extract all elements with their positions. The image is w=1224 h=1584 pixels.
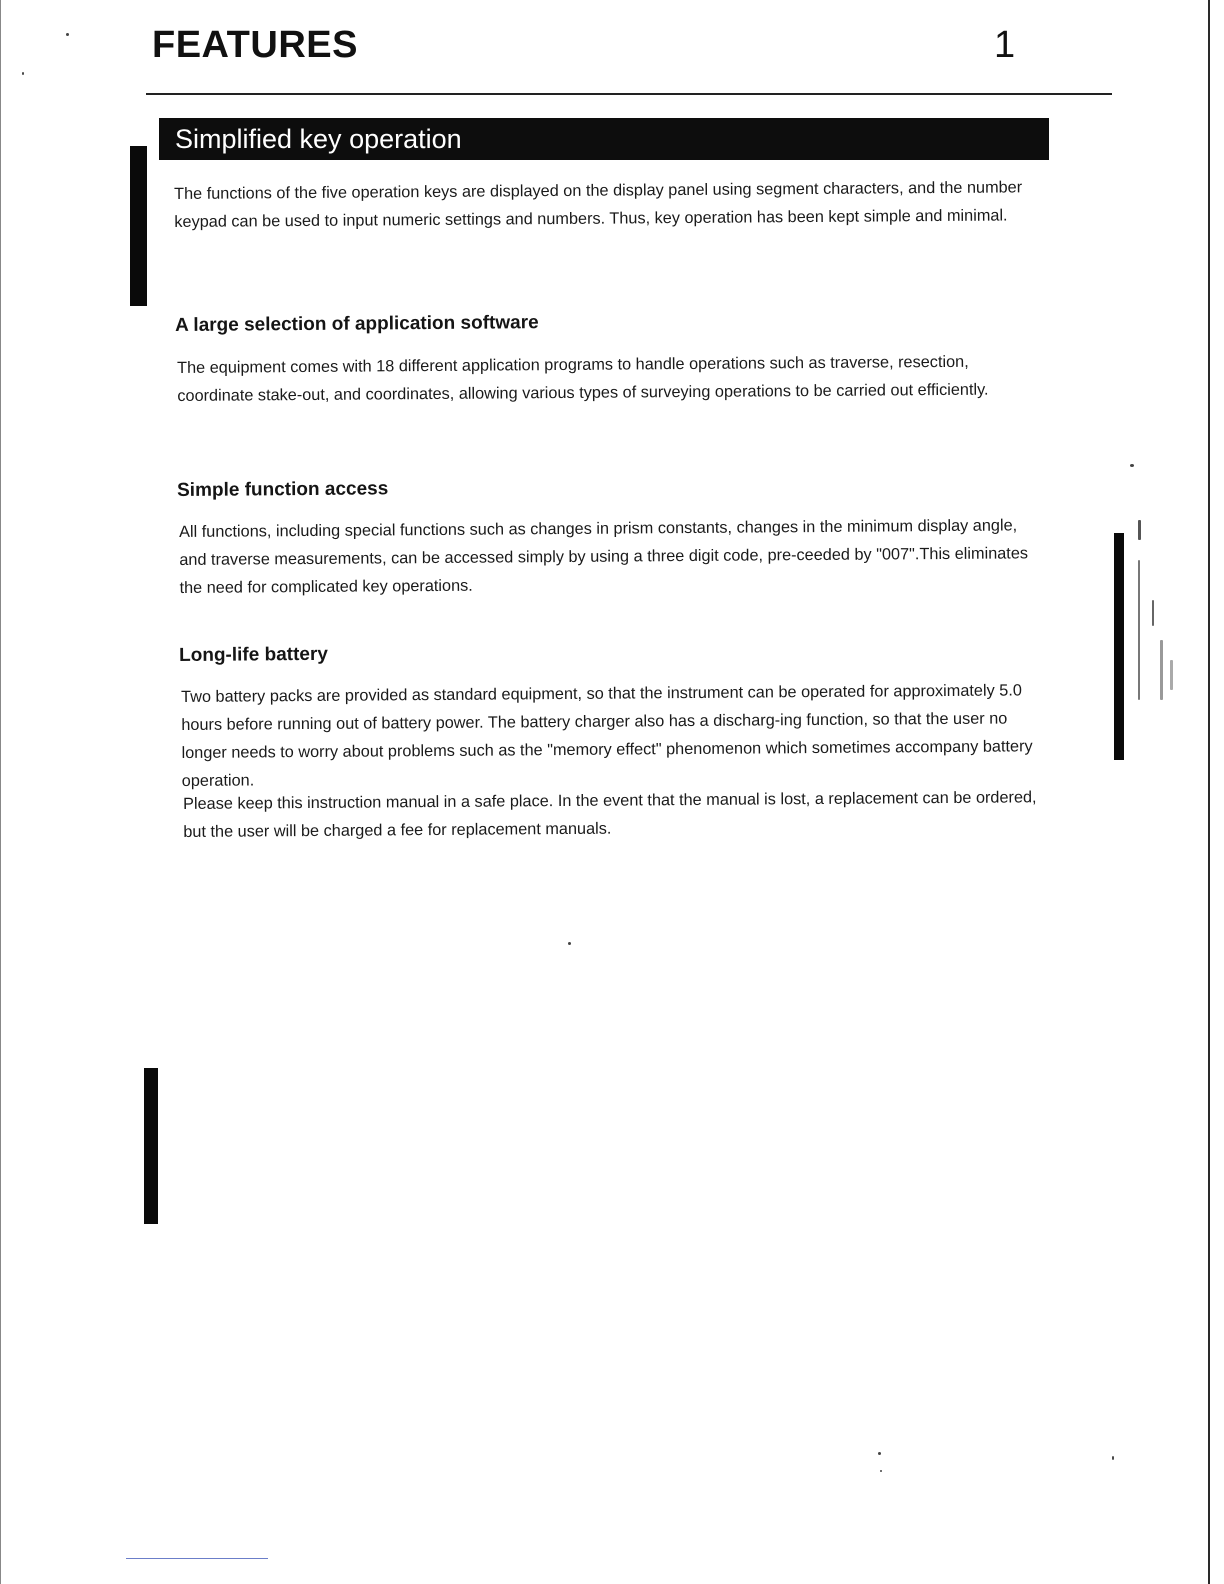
heading-application-software: A large selection of application software bbox=[175, 312, 539, 336]
paragraph-manual-replacement: Please keep this instruction manual in a safe place. In the event that the manual is lost, a replacement can be ordered, but the user will be charged a fee for replacement manuals. bbox=[183, 788, 1037, 841]
scan-speck bbox=[1112, 1456, 1114, 1460]
change-bar-right bbox=[1114, 533, 1124, 760]
scan-speck bbox=[1160, 640, 1163, 700]
paragraph-application-software: The equipment comes with 18 different application programs to handle operations such as traverse, resection, coordinate stake-out, and coordinates, allowing various types of surveying operations to be carried out efficiently. bbox=[177, 352, 989, 405]
scan-bottom-line bbox=[126, 1558, 268, 1559]
paragraph-long-life-battery: Two battery packs are provided as standard equipment, so that the instrument can be operated for approximately 5.0 hours before running out of battery power. The battery charger also has a discharg-ing function, so that the user no longer needs to worry about problems such as the "memory effect" phenomenon which sometimes accompany battery operation. bbox=[181, 681, 1033, 790]
section-title-simplified-key-operation: Simplified key operation bbox=[175, 124, 462, 154]
scan-speck bbox=[1138, 520, 1141, 540]
scan-speck bbox=[1152, 600, 1154, 626]
scan-speck bbox=[22, 72, 24, 75]
paragraph-simplified-key-operation: The functions of the five operation keys are displayed on the display panel using segment characters, and the number keypad can be used to input numeric settings and numbers. Thus, key operation has been kept simple and minimal. bbox=[174, 178, 1023, 231]
heading-simple-function-access: Simple function access bbox=[177, 478, 389, 501]
heading-long-life-battery: Long-life battery bbox=[179, 643, 329, 666]
scan-speck bbox=[878, 1452, 881, 1455]
page-title: FEATURES bbox=[152, 24, 358, 66]
section-banner bbox=[159, 118, 1049, 160]
scan-speck bbox=[1170, 660, 1173, 690]
scan-right-edge bbox=[1208, 0, 1210, 1584]
scan-speck bbox=[1138, 560, 1140, 700]
scan-speck bbox=[880, 1470, 882, 1472]
page-number: 1 bbox=[994, 24, 1016, 66]
change-bar-left-top bbox=[130, 146, 147, 306]
title-rule bbox=[146, 93, 1112, 95]
paragraph-simple-function-access: All functions, including special functions such as changes in prism constants, changes in the minimum display angle, and traverse measurements, can be accessed simply by using a three digit code, pre-ceeded by "007".This eliminates the need for complicated key operations. bbox=[179, 516, 1029, 597]
scan-speck bbox=[66, 33, 69, 36]
scan-speck bbox=[568, 942, 571, 945]
scan-left-edge bbox=[0, 0, 1, 1584]
scan-speck bbox=[1130, 464, 1134, 467]
change-bar-left-bottom bbox=[144, 1068, 158, 1224]
